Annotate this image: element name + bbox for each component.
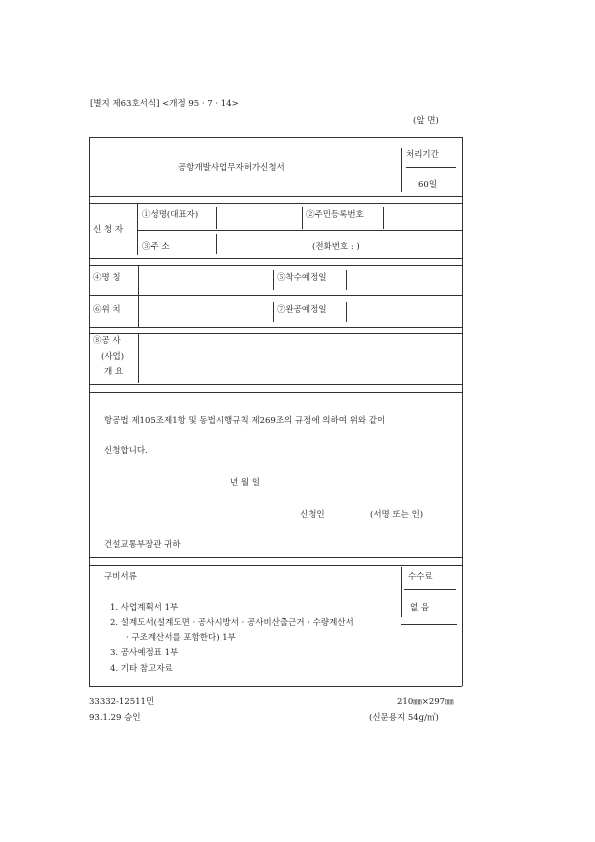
processing-period-line — [406, 167, 456, 168]
paper-spec: (신문용지 54g/㎡) — [369, 713, 439, 723]
document-item-2: 2. 설계도서(설계도면 · 공사시방서 · 공사비산출근거 · 수량계산서 — [110, 618, 354, 628]
divider — [89, 392, 462, 393]
column-divider — [383, 207, 384, 229]
column-divider — [137, 203, 138, 255]
divider — [89, 333, 462, 334]
divider — [89, 384, 462, 385]
column-divider — [302, 207, 303, 229]
form-code: 33332-12511민 — [89, 697, 155, 707]
recipient: 건설교통부장관 귀하 — [104, 540, 181, 550]
start-date-label: ⑤착수예정일 — [277, 273, 327, 283]
divider — [89, 557, 462, 558]
column-divider — [216, 207, 217, 229]
document-item-1: 1. 사업계획서 1부 — [110, 603, 179, 613]
divider — [89, 203, 462, 204]
divider — [89, 265, 462, 266]
form-left-border — [89, 137, 90, 686]
applicant-section-label: 신 청 자 — [93, 225, 124, 235]
document-item-4: 4. 기타 참고자료 — [110, 664, 173, 674]
name-label: ①성명(대표자) — [142, 210, 199, 220]
form-title: 공항개발사업무자허가신청서 — [178, 163, 285, 173]
column-divider — [138, 265, 139, 327]
column-divider — [273, 302, 274, 322]
divider — [89, 196, 462, 197]
divider — [89, 258, 462, 259]
address-label: ③주 소 — [142, 242, 170, 252]
overview-label-line3: 개 요 — [104, 367, 124, 377]
paper-size: 210㎜×297㎜ — [397, 697, 454, 707]
column-divider — [216, 234, 217, 254]
column-divider — [138, 333, 139, 383]
resident-number-label: ②주민등록번호 — [306, 210, 364, 220]
location-label: ⑥위 치 — [93, 305, 121, 315]
fee-divider — [401, 567, 402, 617]
fee-value: 없 음 — [410, 603, 430, 613]
processing-divider — [401, 148, 402, 192]
statement-line2: 신청합니다. — [104, 446, 148, 456]
approval-date: 93.1.29 승인 — [89, 713, 141, 723]
processing-period-value: 60일 — [418, 180, 438, 190]
documents-header: 구비서류 — [104, 572, 137, 582]
overview-label-line2: (사업) — [101, 352, 125, 362]
document-item-2-cont: · 구조계산서를 포함한다) 1부 — [126, 633, 236, 643]
fee-line — [404, 589, 456, 590]
completion-date-label: ⑦완공예정일 — [277, 305, 327, 315]
form-reference: [별지 제63호서식] <개정 95 · 7 · 14> — [90, 99, 239, 109]
signature-placeholder: (서명 또는 인) — [370, 510, 424, 520]
divider — [89, 565, 462, 566]
date-line: 년 월 일 — [230, 478, 261, 488]
overview-label-line1: ⑧공 사 — [93, 336, 121, 346]
processing-period-label: 처리기간 — [406, 150, 439, 160]
page-side-label: (앞 면) — [413, 116, 439, 126]
form-right-border — [462, 137, 463, 686]
form-top-border — [89, 137, 462, 138]
applicant-signature-label: 신청인 — [300, 510, 325, 520]
column-divider — [273, 270, 274, 290]
phone-label: (전화번호 : ) — [312, 242, 360, 252]
statement-line1: 항공법 제105조제1항 및 동법시행규칙 제269조의 규정에 의하여 위와 같이 — [104, 416, 386, 426]
column-divider — [346, 302, 347, 322]
column-divider — [346, 270, 347, 290]
divider — [89, 327, 462, 328]
form-bottom-border — [89, 686, 462, 687]
divider — [89, 295, 462, 296]
fee-label: 수수료 — [408, 572, 433, 582]
divider — [137, 230, 462, 231]
fee-bottom-line — [401, 624, 457, 625]
project-name-label: ④명 칭 — [93, 273, 121, 283]
document-item-3: 3. 공사예정표 1부 — [110, 648, 179, 658]
